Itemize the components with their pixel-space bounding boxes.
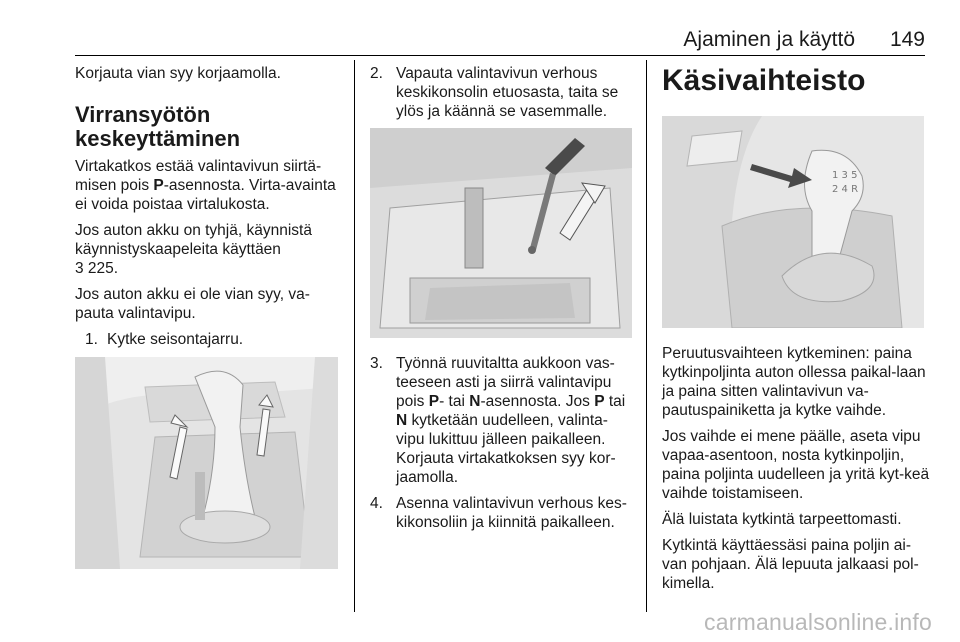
power-cut-heading: Virransyötön keskeyttäminen bbox=[75, 102, 241, 151]
step-text: Asenna valintavivun verhous kes-kikonsoliin ja kiinnitä paikalleen. bbox=[396, 495, 627, 531]
clutch-slip-paragraph: Älä luistata kytkintä tarpeettomasti. bbox=[662, 511, 902, 528]
gear-selector-illustration bbox=[75, 357, 338, 569]
step-number: 2. bbox=[370, 65, 383, 82]
automatic-selector-drawing bbox=[75, 357, 338, 569]
manual-transmission-heading: Käsivaihteisto bbox=[662, 64, 866, 97]
step-text: Työnnä ruuvitaltta aukkoon vas-teeseen asti ja siirrä valintavipu pois P- tai N-asennosta. Jos P tai N kytketään uudelleen, valinta-vipu lukittuu jälleen paikalleen. Korjauta virtakatkoksen syy kor-jaamolla. bbox=[396, 355, 626, 486]
column-right bbox=[662, 64, 932, 600]
page-header bbox=[75, 24, 925, 54]
manual-gear-illustration bbox=[662, 116, 924, 328]
step-number: 3. bbox=[370, 355, 383, 372]
step-4 bbox=[370, 494, 634, 532]
watermark: carmanualsonline.info bbox=[704, 609, 932, 635]
column-divider-1 bbox=[354, 60, 355, 612]
step-number: 1. bbox=[85, 331, 98, 348]
column-divider-2 bbox=[646, 60, 647, 612]
svg-text:1 3 5: 1 3 5 bbox=[832, 170, 858, 181]
release-paragraph: Jos auton akku ei ole vian syy, va-pauta valintavipu. bbox=[75, 286, 310, 322]
clutch-use-paragraph: Kytkintä käyttäessäsi paina poljin ai-van pohjaan. Älä lepuuta jalkaasi pol-kimella. bbox=[662, 537, 919, 592]
section-title: Ajaminen ja käyttö bbox=[683, 28, 855, 51]
reverse-gear-paragraph: Peruutusvaihteen kytkeminen: paina kytkinpoljinta auton ollessa paikal-laan ja paina sitten valintavivun va-pautuspainiketta ja kytke vaihde. bbox=[662, 345, 926, 419]
column-left bbox=[75, 64, 341, 569]
page-reference-link[interactable]: 3 225. bbox=[75, 260, 119, 277]
header-rule bbox=[75, 55, 925, 56]
screwdriver-release-drawing bbox=[370, 128, 632, 338]
step-text: Kytke seisontajarru. bbox=[107, 331, 244, 348]
step-number: 4. bbox=[370, 495, 383, 512]
manual-shifter-drawing bbox=[662, 116, 924, 328]
intro-text: Korjauta vian syy korjaamolla. bbox=[75, 65, 281, 82]
step-1 bbox=[75, 330, 341, 349]
page-number: 149 bbox=[889, 28, 925, 51]
screwdriver-illustration bbox=[370, 128, 632, 338]
battery-paragraph: Jos auton akku on tyhjä, käynnistä käynnistyskaapeleita käyttäen 3 225. bbox=[75, 222, 312, 277]
gear-retry-paragraph: Jos vaihde ei mene päälle, aseta vipu vapaa-asentoon, nosta kytkinpoljin, paina poljinta uudelleen ja yritä kyt-keä vaihde toistamiseen. bbox=[662, 428, 930, 502]
step-2 bbox=[370, 64, 634, 121]
column-middle bbox=[370, 64, 634, 539]
step-3 bbox=[370, 354, 634, 487]
svg-text:2 4 R: 2 4 R bbox=[832, 184, 859, 195]
step-text: Vapauta valintavivun verhous keskikonsolin etuosasta, taita se ylös ja käännä se vasemmalle. bbox=[396, 65, 619, 120]
power-cut-paragraph: Virtakatkos estää valintavivun siirtä-misen pois P-asennosta. Virta-avainta ei voida poistaa virtalukosta. bbox=[75, 158, 336, 213]
